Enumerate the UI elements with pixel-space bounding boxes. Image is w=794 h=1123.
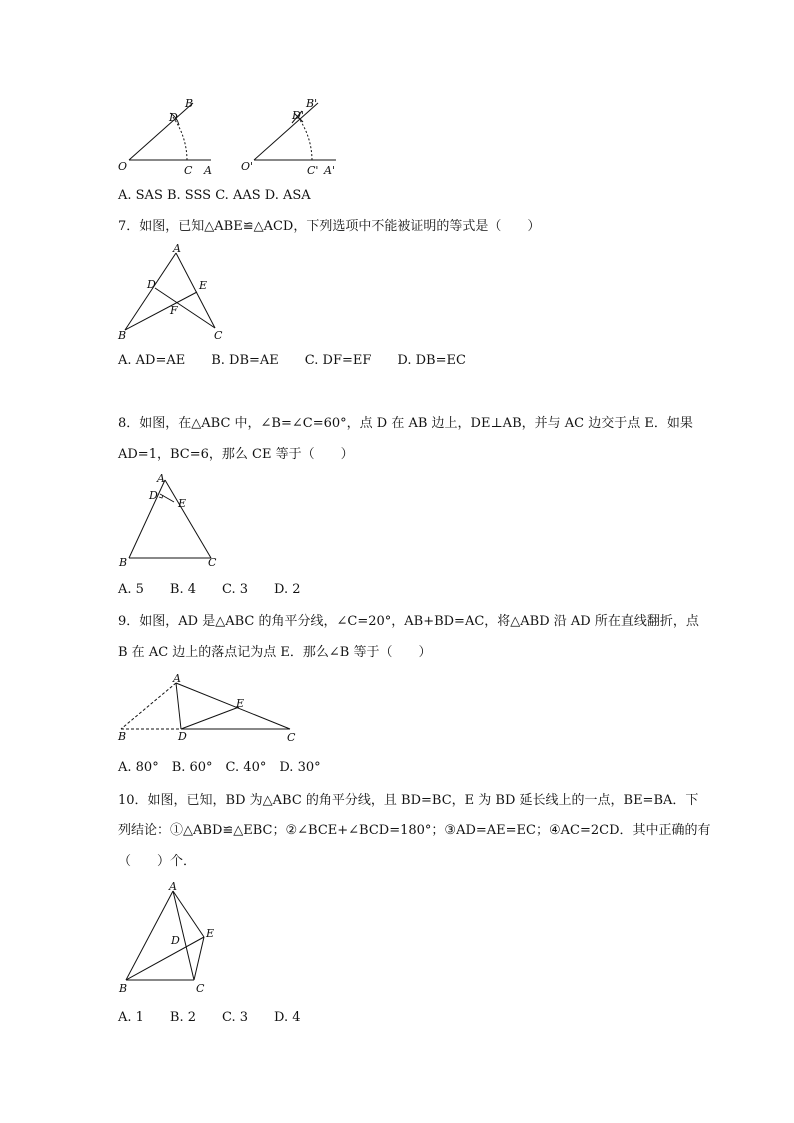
q9-label-A: A bbox=[173, 672, 181, 685]
q8-figure-svg bbox=[115, 472, 225, 572]
q10-label-A: A bbox=[169, 880, 177, 893]
q8-stem-line2: AD=1，BC=6，那么 CE 等于（ ） bbox=[118, 447, 354, 462]
q8-label-E: E bbox=[178, 497, 187, 510]
q7-figure bbox=[115, 243, 235, 343]
q7-label-F: F bbox=[170, 304, 178, 317]
q10-figure-svg bbox=[115, 877, 230, 997]
q10-label-C: C bbox=[196, 982, 205, 995]
q6-figure-angle-copy bbox=[240, 95, 350, 180]
q9-label-C: C bbox=[287, 731, 296, 744]
q8-options: A. 5 B. 4 C. 3 D. 2 bbox=[118, 582, 301, 597]
q6-f2-label-C: C' bbox=[307, 164, 319, 177]
q7-options: A. AD=AE B. DB=AE C. DF=EF D. DB=EC bbox=[118, 353, 466, 368]
q9-label-E: E bbox=[236, 697, 245, 710]
q9-figure bbox=[115, 672, 305, 747]
q10-stem-line3: （ ）个． bbox=[118, 854, 197, 869]
q6-f1-label-C: C bbox=[184, 164, 193, 177]
q10-label-B: B bbox=[119, 982, 128, 995]
q7-label-C: C bbox=[214, 329, 223, 342]
q9-options: A. 80° B. 60° C. 40° D. 30° bbox=[118, 760, 321, 775]
q6-f2-label-B: B' bbox=[306, 97, 318, 110]
q6-f1-label-B: B bbox=[185, 97, 194, 110]
q9-stem-line2: B 在 AC 边上的落点记为点 E．那么∠B 等于（ ） bbox=[118, 645, 432, 660]
q9-label-B: B bbox=[118, 730, 127, 743]
q8-figure bbox=[115, 472, 225, 572]
q6-f1-label-O: O bbox=[118, 160, 128, 173]
q6-figure2-svg bbox=[240, 95, 350, 180]
q8-label-C: C bbox=[208, 556, 217, 569]
q6-f1-label-D: D bbox=[169, 111, 178, 124]
q9-label-D: D bbox=[178, 730, 187, 743]
q8-label-D: D bbox=[149, 489, 158, 502]
q8-label-A: A bbox=[157, 472, 165, 485]
q6-f1-label-A: A bbox=[204, 164, 212, 177]
q7-label-E: E bbox=[199, 279, 208, 292]
q10-options: A. 1 B. 2 C. 3 D. 4 bbox=[118, 1010, 301, 1025]
q8-stem-line1: 8．如图，在△ABC 中，∠B=∠C=60°，点 D 在 AB 边上，DE⊥AB，并与 AC 边交于点 E．如果 bbox=[118, 416, 693, 431]
q10-stem-line2: 列结论：①△ABD≌△EBC；②∠BCE+∠BCD=180°；③AD=AE=EC；④AC=2CD．其中正确的有 bbox=[118, 823, 711, 838]
q9-figure-svg bbox=[115, 672, 305, 747]
q6-figure-angle-original bbox=[115, 95, 225, 180]
q10-figure bbox=[115, 877, 230, 997]
q7-label-B: B bbox=[118, 329, 127, 342]
q6-f2-label-A: A' bbox=[324, 164, 335, 177]
q10-stem-line1: 10．如图，已知，BD 为△ABC 的角平分线，且 BD=BC，E 为 BD 延长线上的一点，BE=BA．下 bbox=[118, 793, 699, 808]
q10-label-E: E bbox=[206, 927, 215, 940]
q7-label-A: A bbox=[173, 242, 181, 255]
q6-f2-label-D: D' bbox=[292, 109, 304, 122]
q9-stem-line1: 9．如图，AD 是△ABC 的角平分线，∠C=20°，AB+BD=AC，将△ABD 沿 AD 所在直线翻折，点 bbox=[118, 614, 699, 629]
q6-f2-label-O: O' bbox=[241, 160, 254, 173]
q7-stem: 7．如图，已知△ABE≌△ACD，下列选项中不能被证明的等式是（ ） bbox=[118, 219, 541, 234]
q6-figure1-svg bbox=[115, 95, 225, 180]
q8-label-B: B bbox=[119, 556, 128, 569]
q10-label-D: D bbox=[171, 934, 180, 947]
q7-figure-svg bbox=[115, 243, 235, 343]
q7-label-D: D bbox=[147, 278, 156, 291]
q6-options: A. SAS B. SSS C. AAS D. ASA bbox=[118, 188, 311, 203]
